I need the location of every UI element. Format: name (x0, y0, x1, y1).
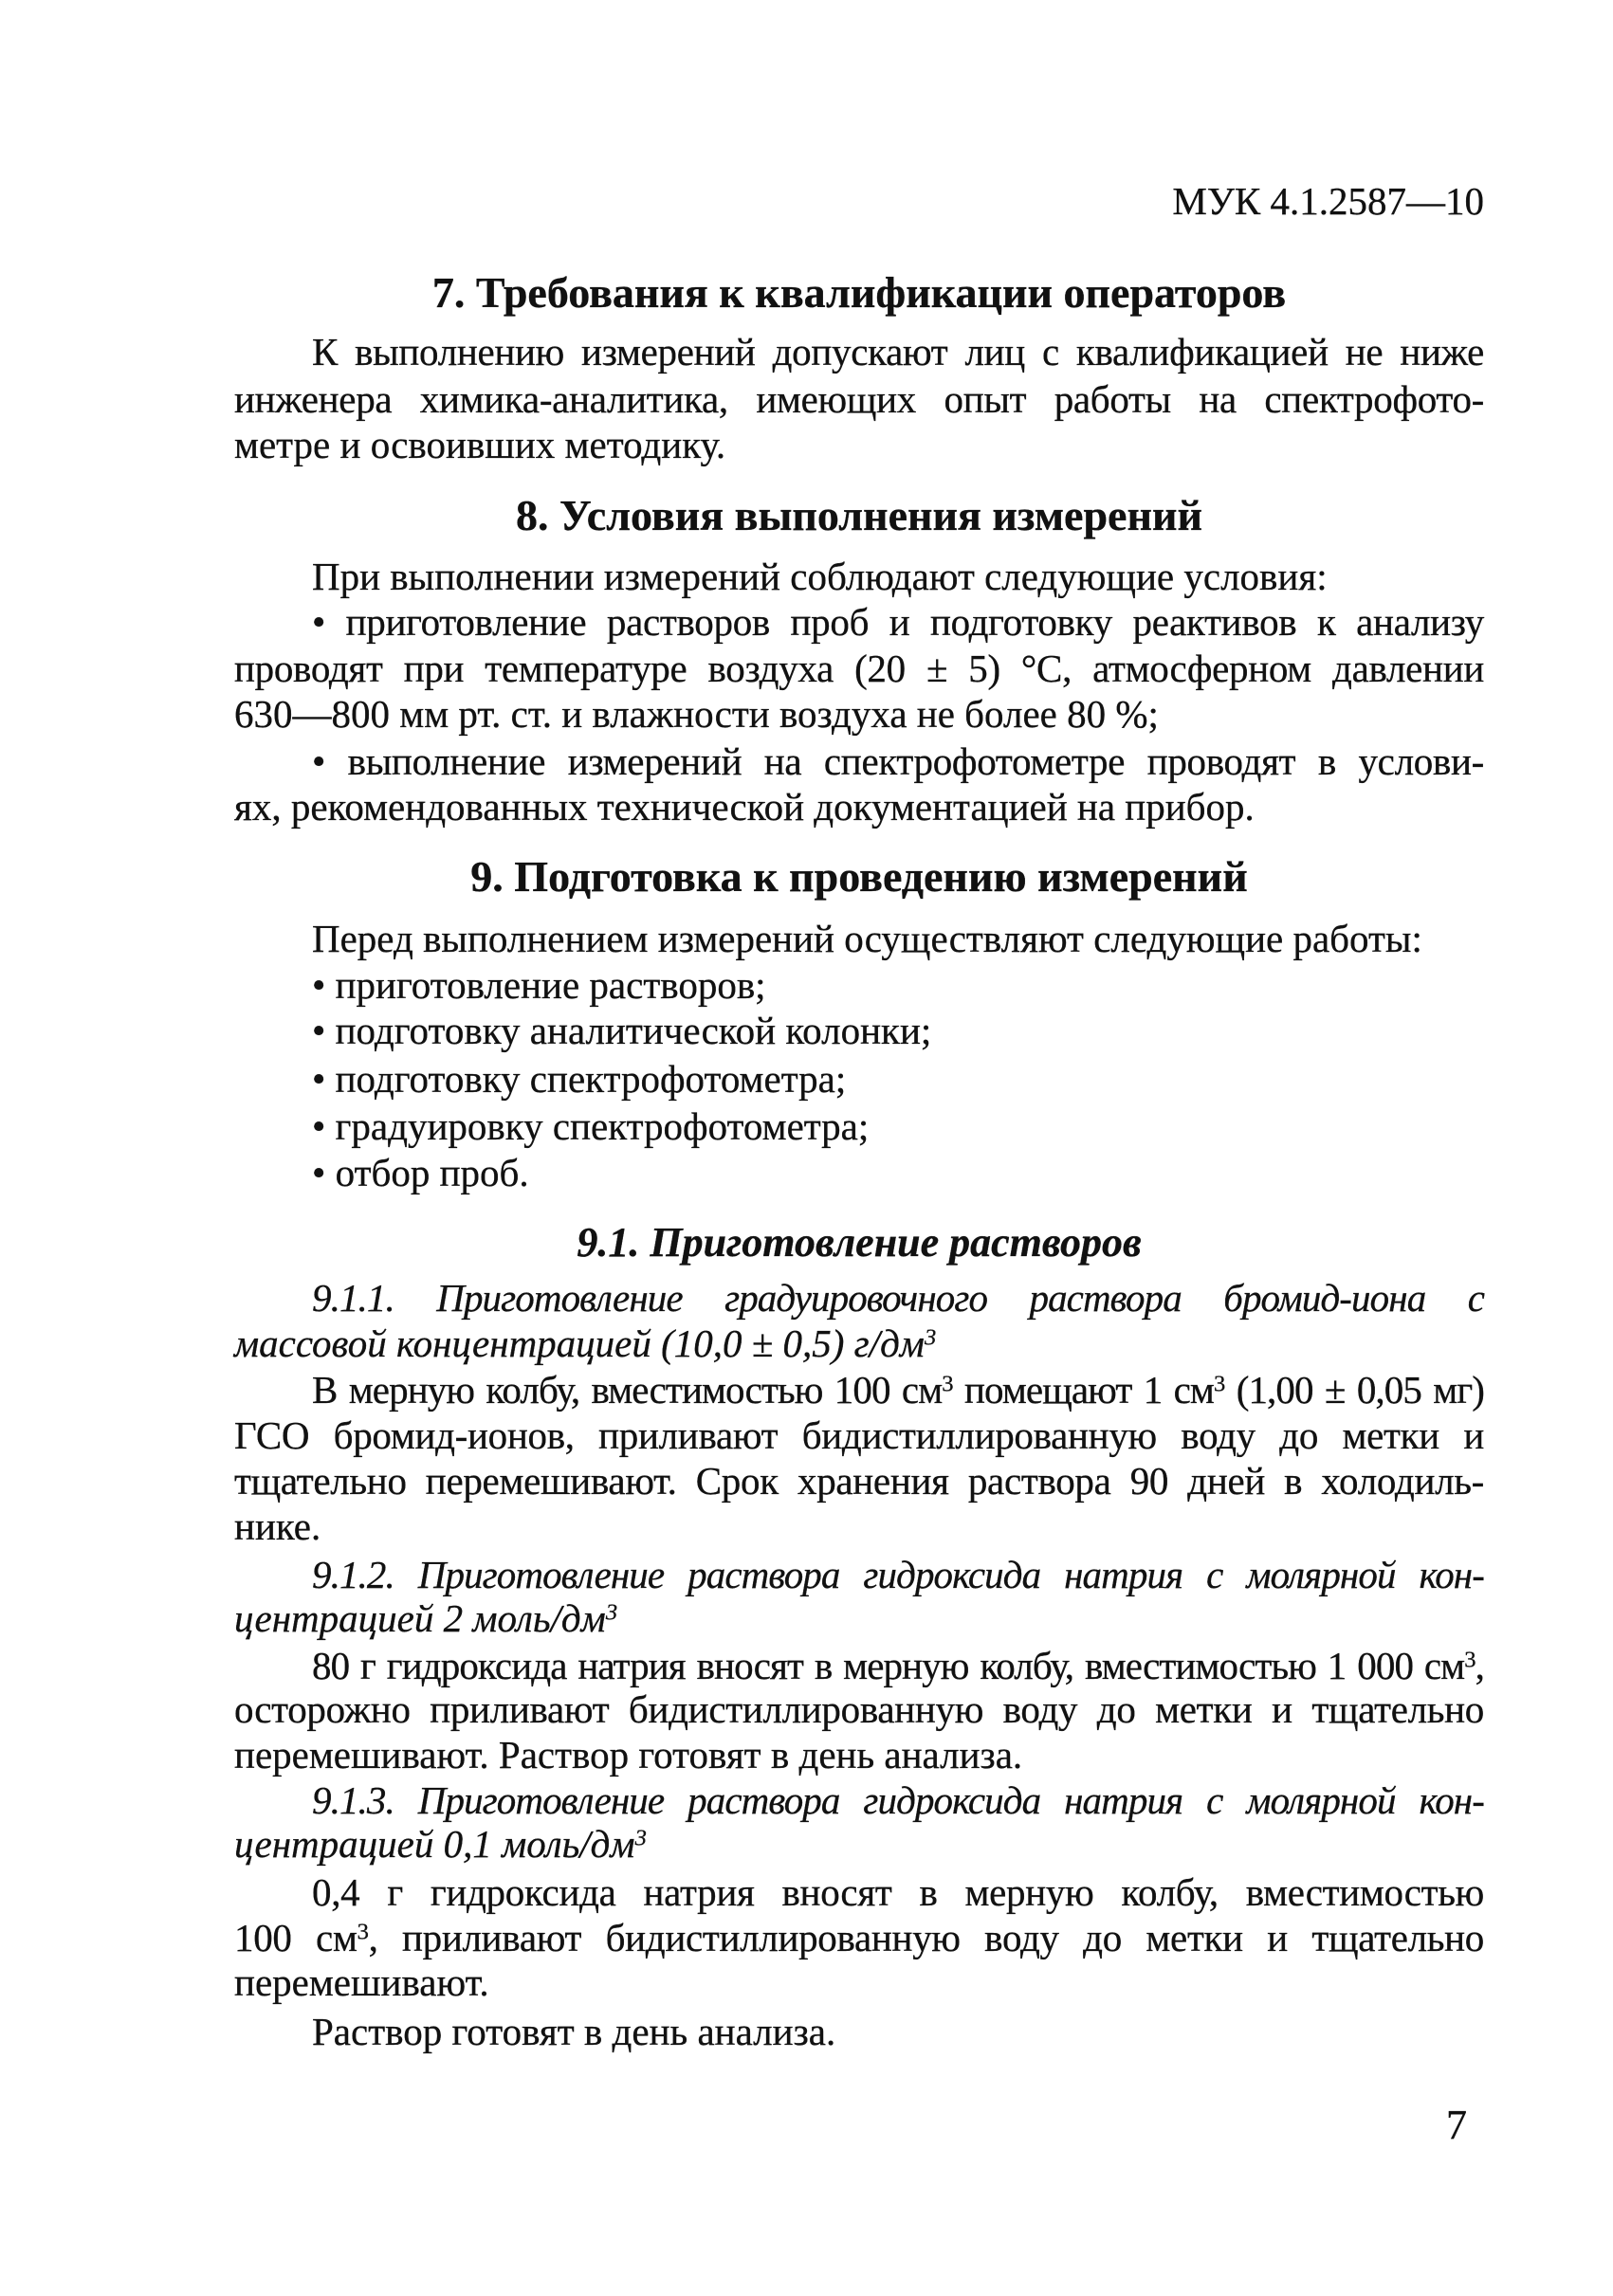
subsection-9-1-1-heading-line: 9.1.1. Приготовление градуировочного раствора бромид-иона с (312, 1276, 1484, 1320)
section-9-list-item: • градуировку спектрофотометра; (312, 1104, 870, 1148)
text-run: , приливают бидистиллированную воду до метки и тщательно (368, 1916, 1485, 1959)
section-8-bullet-1-line: проводят при температуре воздуха (20 ± 5) °С, атмосферном давлении (234, 647, 1484, 690)
subsection-9-1-1-heading-line (234, 1321, 1484, 1366)
section-7-line: инженера химика-аналитика, имеющих опыт работы на спектрофото- (234, 377, 1484, 421)
subsection-9-1-2-body-line: осторожно приливают бидистиллированную воду до метки и тщательно (234, 1687, 1484, 1731)
section-9-1-title: 9.1. Приготовление растворов (577, 1219, 1142, 1266)
subsection-9-1-2-heading-line (234, 1595, 1484, 1641)
section-9-list-item: • подготовку спектрофотометра; (312, 1057, 847, 1101)
section-9-title: 9. Подготовка к проведению измерений (470, 852, 1248, 901)
text-run: помещают 1 см (952, 1368, 1214, 1412)
section-7-line: К выполнению измерений допускают лиц с квалификацией не ниже (312, 330, 1484, 374)
subsection-9-1-3-heading-line: 9.1.3. Приготовление раствора гидроксида натрия с молярной кон- (312, 1778, 1484, 1822)
subsection-9-1-2-heading-line: 9.1.2. Приготовление раствора гидроксида натрия с молярной кон- (312, 1553, 1484, 1596)
superscript: 3 (357, 1919, 369, 1945)
subsection-9-1-3-closing: Раствор готовят в день анализа. (312, 2010, 836, 2053)
superscript: 3 (1464, 1647, 1476, 1673)
subsection-9-1-1-body-line (234, 1367, 1484, 1412)
text-run: центрацией 2 моль/дм (234, 1596, 606, 1640)
section-9-list-item: • приготовление растворов; (312, 963, 766, 1007)
superscript: 3 (942, 1371, 953, 1397)
section-8-intro: При выполнении измерений соблюдают следующие условия: (312, 555, 1328, 598)
section-9-list-item: • отбор проб. (312, 1151, 529, 1194)
section-7-line: метре и освоивших методику. (234, 423, 726, 466)
superscript: 3 (924, 1324, 937, 1351)
text-run: 100 см (234, 1916, 357, 1959)
superscript: 3 (1213, 1371, 1225, 1397)
subsection-9-1-1-body-line: ГСО бромид-ионов, приливают бидистиллированную воду до метки и (234, 1413, 1484, 1457)
subsection-9-1-1-body-line: тщательно перемешивают. Срок хранения раствора 90 дней в холодиль- (234, 1459, 1484, 1503)
text-run: массовой концентрацией (10,0 ± 0,5) г/дм (234, 1321, 925, 1365)
section-8-bullet-1-line: • приготовление растворов проб и подготовку реактивов к анализу (312, 600, 1484, 644)
subsection-9-1-3-body-line: перемешивают. (234, 1960, 489, 2004)
subsection-9-1-3-heading-line (234, 1821, 1484, 1867)
section-9-intro: Перед выполнением измерений осуществляют следующие работы: (312, 917, 1422, 960)
section-7-title: 7. Требования к квалификации операторов (431, 268, 1287, 317)
section-8-bullet-1-line: 630—800 мм рт. ст. и влажности воздуха не более 80 %; (234, 692, 1159, 736)
superscript: 3 (605, 1599, 618, 1626)
text-run: центрацией 0,1 моль/дм (234, 1822, 635, 1866)
section-9-list-item: • подготовку аналитической колонки; (312, 1009, 932, 1052)
subsection-9-1-3-body-line (234, 1915, 1484, 1960)
text-run: , (1475, 1644, 1484, 1687)
page-number: 7 (1446, 2102, 1467, 2148)
subsection-9-1-3-body-line: 0,4 г гидроксида натрия вносят в мерную колбу, вместимостью (312, 1870, 1484, 1914)
section-8-bullet-2-line: ях, рекомендованных технической документацией на прибор. (234, 785, 1255, 829)
running-header: МУК 4.1.2587—10 (1172, 179, 1484, 223)
subsection-9-1-2-body-line: перемешивают. Раствор готовят в день анализа. (234, 1733, 1023, 1777)
text-run: 80 г гидроксида натрия вносят в мерную колбу, вместимостью 1 000 см (312, 1644, 1465, 1687)
subsection-9-1-2-body-line (234, 1643, 1484, 1688)
text-run: В мерную колбу, вместимостью 100 см (312, 1368, 943, 1412)
superscript: 3 (634, 1825, 647, 1851)
text-run: (1,00 ± 0,05 мг) (1224, 1368, 1485, 1412)
section-8-title: 8. Условия выполнения измерений (516, 491, 1202, 539)
section-8-bullet-2-line: • выполнение измерений на спектрофотометре проводят в услови- (312, 739, 1484, 783)
subsection-9-1-1-body-line: нике. (234, 1504, 321, 1548)
